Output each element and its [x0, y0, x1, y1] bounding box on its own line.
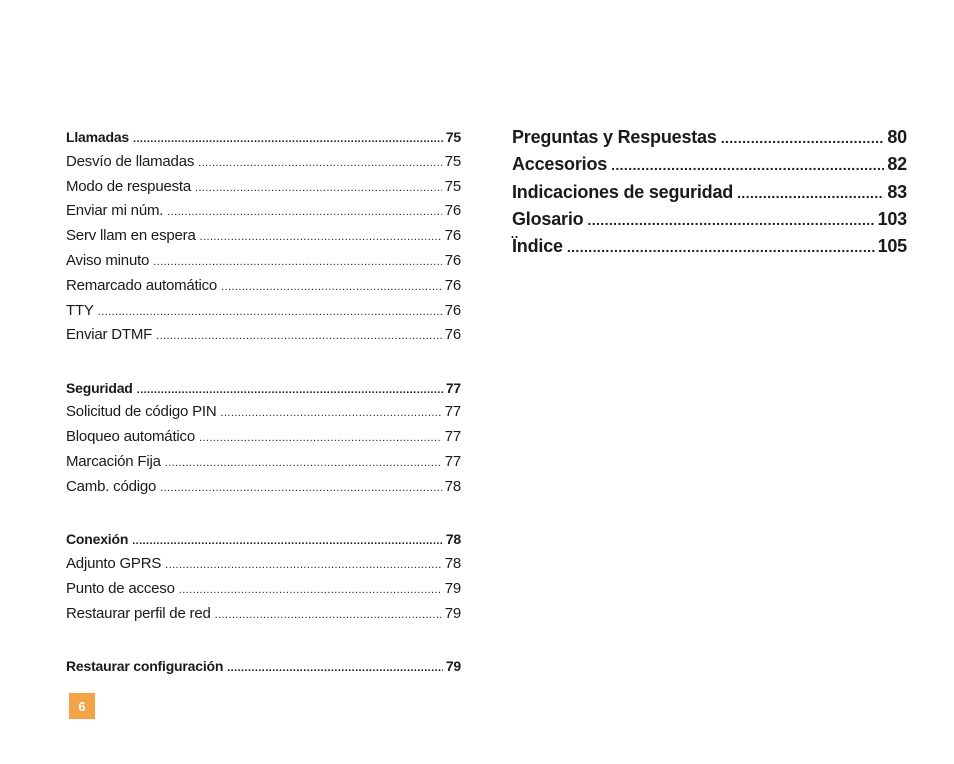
toc-left-column [66, 125, 461, 679]
dot-leader [98, 300, 442, 325]
toc-entry-accesorios[interactable] [512, 151, 907, 178]
toc-entry-punto-de-acceso[interactable] [66, 577, 461, 602]
toc-entry-page: 75 [445, 129, 461, 145]
toc-entry-label: Preguntas y Respuestas [512, 127, 717, 147]
toc-entry-remarcado-automatico[interactable] [66, 274, 461, 299]
toc-entry-preguntas-y-respuestas[interactable] [512, 124, 907, 151]
toc-entry-page: 79 [444, 579, 461, 597]
toc-entry-page: 77 [444, 403, 461, 421]
toc-entry-label: Ïndice [512, 236, 563, 257]
toc-entry-page: 76 [444, 326, 461, 344]
dot-leader [567, 234, 875, 261]
toc-heading-seguridad[interactable] [66, 376, 461, 401]
dot-leader [199, 426, 442, 451]
dot-leader [132, 529, 443, 554]
toc-entry-label: Marcación Fija [66, 453, 161, 471]
toc-entry-label: Enviar DTMF [66, 326, 153, 344]
dot-leader [200, 225, 442, 250]
toc-entry-solicitud-de-codigo-pin[interactable] [66, 400, 461, 425]
toc-entry-label: Llamadas [66, 129, 129, 145]
toc-entry-label: Camb. código [66, 477, 157, 495]
toc-entry-label: Enviar mi núm. [66, 202, 164, 220]
toc-entry-desvio-de-llamadas[interactable] [66, 150, 461, 175]
toc-entry-bloqueo-automatico[interactable] [66, 425, 461, 450]
dot-leader [721, 125, 885, 152]
toc-entry-label: Accesorios [512, 154, 608, 175]
toc-entry-page: 82 [887, 154, 907, 175]
toc-entry-glosario[interactable] [512, 206, 907, 233]
toc-entry-tty[interactable] [66, 299, 461, 324]
toc-entry-label: Bloqueo automático [66, 428, 195, 446]
toc-entry-label: Aviso minuto [66, 251, 150, 269]
toc-entry-page: 76 [444, 276, 461, 294]
dot-leader [167, 200, 441, 225]
toc-entry-page: 76 [444, 227, 461, 245]
dot-leader [587, 207, 874, 234]
toc-entry-page: 80 [887, 127, 907, 147]
page-number-badge: 6 [69, 693, 95, 719]
toc-entry-label: Modo de respuesta [66, 177, 192, 195]
toc-entry-page: 76 [444, 202, 461, 220]
toc-entry-page: 83 [887, 181, 907, 202]
toc-entry-indice[interactable] [512, 233, 907, 260]
section-gap [66, 500, 461, 528]
toc-entry-label: Serv llam en espera [66, 227, 196, 245]
toc-entry-page: 78 [444, 554, 461, 572]
toc-entry-page: 76 [444, 301, 461, 319]
dot-leader [165, 451, 442, 476]
dot-leader [153, 250, 442, 275]
toc-entry-indicaciones-de-seguridad[interactable] [512, 179, 907, 206]
toc-entry-camb-codigo[interactable] [66, 475, 461, 500]
dot-leader [198, 151, 442, 176]
dot-leader [165, 553, 442, 578]
toc-entry-aviso-minuto[interactable] [66, 249, 461, 274]
dot-leader [137, 378, 443, 403]
toc-heading-llamadas[interactable] [66, 125, 461, 150]
toc-entry-page: 103 [877, 208, 907, 229]
toc-entry-serv-llam-en-espera[interactable] [66, 224, 461, 249]
toc-entry-label: Restaurar perfil de red [66, 604, 211, 622]
toc-entry-page: 77 [445, 379, 461, 396]
dot-leader [737, 180, 884, 207]
toc-entry-page: 77 [444, 453, 461, 471]
dot-leader [133, 127, 443, 152]
dot-leader [160, 476, 442, 501]
toc-entry-page: 105 [877, 236, 907, 257]
toc-entry-page: 75 [444, 177, 461, 195]
toc-entry-label: Indicaciones de seguridad [512, 181, 734, 202]
toc-entry-label: Solicitud de código PIN [66, 403, 217, 421]
toc-entry-modo-de-respuesta[interactable] [66, 175, 461, 200]
toc-heading-restaurar-configuracion[interactable] [66, 654, 461, 679]
dot-leader [195, 176, 442, 201]
toc-entry-restaurar-perfil-de-red[interactable] [66, 602, 461, 627]
toc-entry-page: 78 [444, 477, 461, 495]
toc-entry-page: 75 [444, 152, 461, 170]
toc-entry-label: Desvío de llamadas [66, 152, 195, 170]
toc-entry-page: 79 [444, 604, 461, 622]
toc-entry-adjunto-gprs[interactable] [66, 552, 461, 577]
toc-entry-enviar-dtmf[interactable] [66, 323, 461, 348]
dot-leader [215, 603, 442, 628]
toc-entry-label: Adjunto GPRS [66, 554, 162, 572]
section-gap [66, 348, 461, 376]
toc-right-column [512, 124, 907, 260]
toc-entry-label: Remarcado automático [66, 276, 218, 294]
dot-leader [221, 275, 442, 300]
toc-entry-label: Restaurar configuración [66, 657, 224, 674]
dot-leader [179, 578, 442, 603]
section-gap [66, 626, 461, 654]
toc-entry-enviar-mi-num[interactable] [66, 199, 461, 224]
dot-leader [156, 324, 442, 349]
toc-entry-label: Glosario [512, 208, 584, 229]
toc-entry-page: 78 [445, 531, 461, 548]
toc-entry-label: Punto de acceso [66, 579, 175, 597]
toc-entry-page: 76 [444, 251, 461, 269]
toc-entry-page: 77 [444, 428, 461, 446]
toc-entry-label: Seguridad [66, 379, 133, 396]
toc-entry-label: Conexión [66, 531, 129, 548]
dot-leader [227, 656, 443, 681]
toc-entry-label: TTY [66, 301, 94, 319]
toc-entry-page: 79 [445, 657, 461, 674]
dot-leader [221, 401, 442, 426]
dot-leader [611, 152, 884, 179]
toc-heading-conexion[interactable] [66, 527, 461, 552]
toc-entry-marcacion-fija[interactable] [66, 450, 461, 475]
